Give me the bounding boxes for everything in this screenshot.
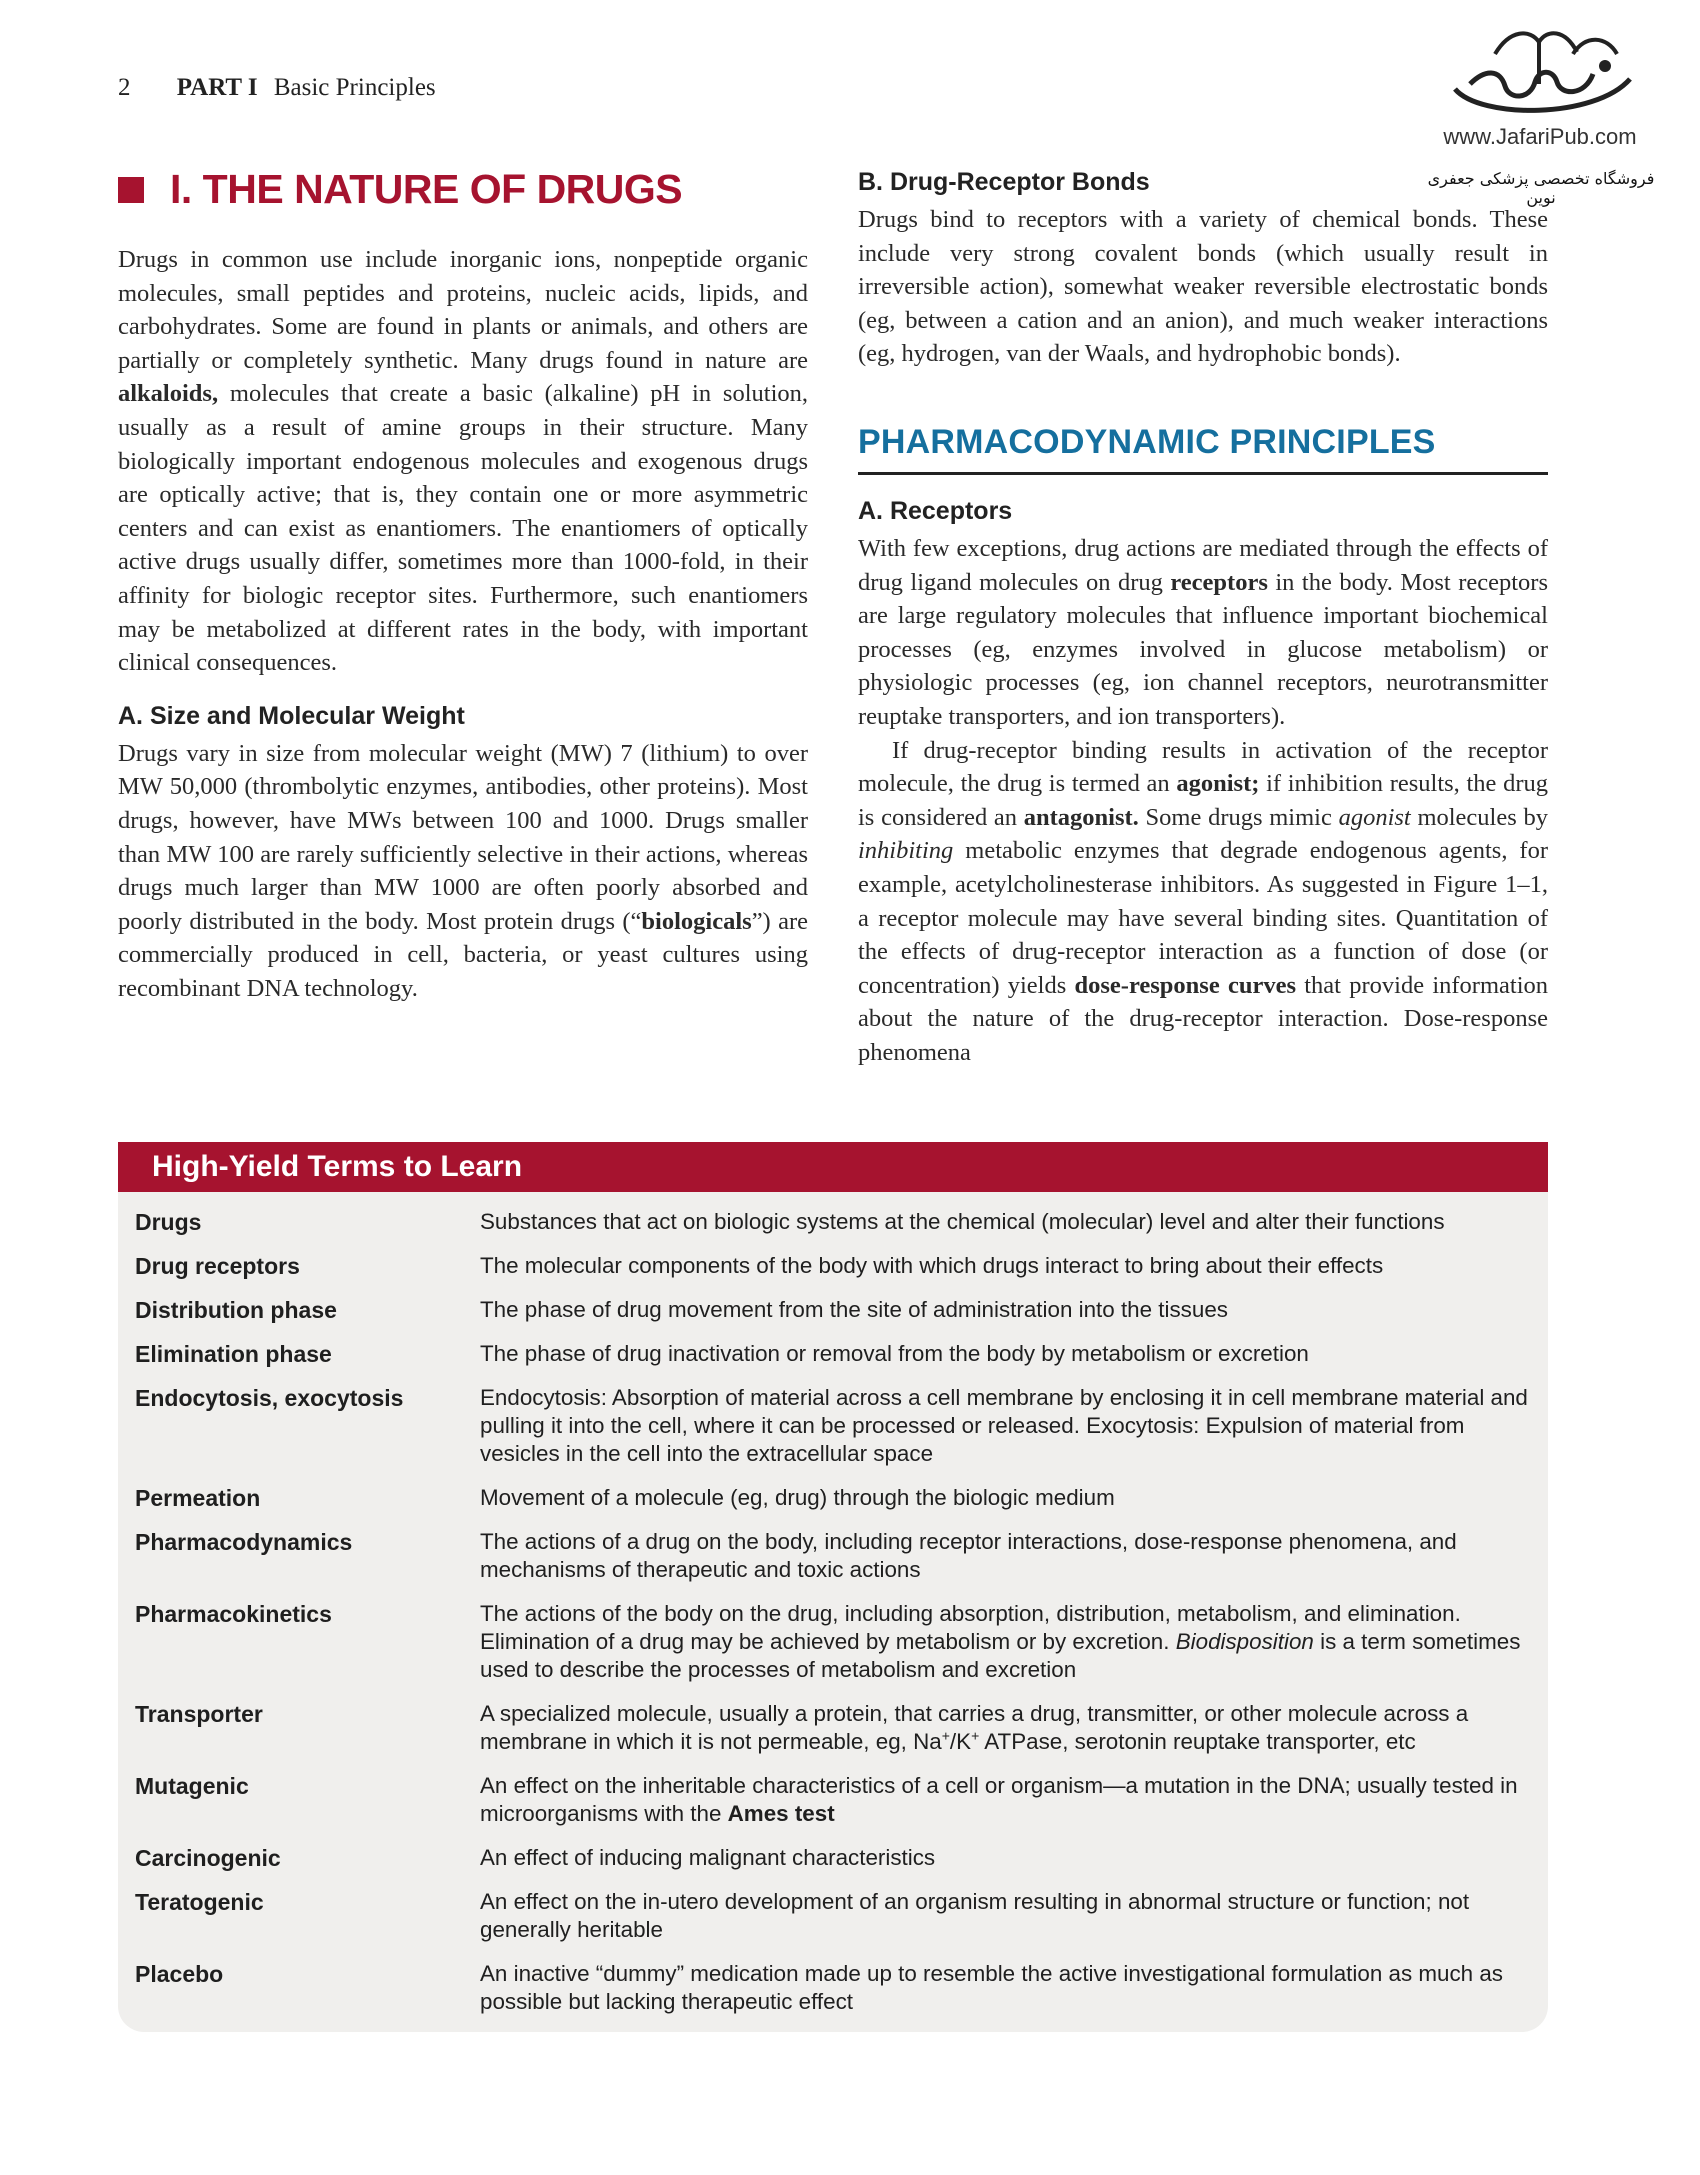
- term: Mutagenic: [135, 1773, 249, 1799]
- part-title: Basic Principles: [273, 74, 436, 101]
- definition: Movement of a molecule (eg, drug) through the biologic medium: [480, 1485, 1115, 1510]
- biologicals-term: biologicals: [641, 907, 752, 935]
- heading-text: I. THE NATURE OF DRUGS: [170, 166, 683, 212]
- logo-store-name: فروشگاه تخصصی پزشکی جعفری نوین: [1427, 169, 1655, 207]
- term-row: [135, 1600, 1536, 1684]
- term: Pharmacokinetics: [135, 1601, 332, 1627]
- right-column: [858, 160, 1548, 1069]
- term-row: [135, 1528, 1536, 1584]
- left-column: [118, 160, 808, 1005]
- alkaloids-term: alkaloids,: [118, 380, 219, 408]
- definition: The actions of a drug on the body, including receptor interactions, dose-response phenomena, and mechanisms of therapeutic and toxic actions: [480, 1529, 1457, 1582]
- receptors-heading: A. Receptors: [858, 496, 1013, 525]
- bonds-heading: B. Drug-Receptor Bonds: [858, 168, 1150, 196]
- logo-url: www.JafariPub.com: [1443, 124, 1637, 149]
- term-row: [135, 1252, 1536, 1280]
- dose-response-term: dose-response curves: [1074, 971, 1296, 999]
- definition: An inactive “dummy” medication made up to resemble the active investigational formulation as much as possible but lacking therapeutic effect: [480, 1961, 1503, 2014]
- nature-of-drugs-heading: [118, 166, 808, 213]
- definition: A specialized molecule, usually a protein, that carries a drug, transmitter, or other molecule across a membrane in which it is not permeable, eg, Na+/K+ ATPase, serotonin reuptake transporter, etc: [480, 1701, 1469, 1754]
- term-row: [135, 1700, 1536, 1756]
- term: Distribution phase: [135, 1297, 337, 1323]
- term: Drug receptors: [135, 1253, 300, 1279]
- intro-paragraph: Drugs in common use include inorganic ions, nonpeptide organic molecules, small peptides and proteins, nucleic acids, lipids, and carbohydrates. Some are found in plants or animals, and others are partially or completely synthetic. Many drugs found in nature are alkaloids, molecules that create a basic (alkaline) pH in solution, usually as a result of amine groups in their structure. Many biologically important endogenous molecules and exogenous drugs are optically active; that is, they contain one or more asymmetric centers and can exist as enantiomers. The enantiomers of optically active drugs usually differ, sometimes more than 1000-fold, in their affinity for biologic receptor sites. Furthermore, such enantiomers may be metabolized at different rates in the body, with important clinical consequences.: [118, 246, 808, 677]
- receptors-term: receptors: [1170, 568, 1268, 596]
- term-row: [135, 1888, 1536, 1944]
- definition: The phase of drug movement from the site of administration into the tissues: [480, 1297, 1228, 1322]
- part-label: PART I: [176, 74, 258, 101]
- term-row: [135, 1340, 1536, 1368]
- high-yield-title: High-Yield Terms to Learn: [118, 1142, 1548, 1192]
- definition: An effect on the inheritable characteristics of a cell or organism—a mutation in the DNA; usually tested in microorganisms with the Ames test: [480, 1773, 1518, 1826]
- definition: The actions of the body on the drug, including absorption, distribution, metabolism, and elimination. Elimination of a drug may be achieved by metabolism or by excretion. Biodisposition is a term sometimes used to describe the processes of metabolism and excretion: [480, 1601, 1521, 1682]
- receptors-paragraph-1: With few exceptions, drug actions are mediated through the effects of drug ligand molecules on drug receptors in the body. Most receptors are large regulatory molecules that influence important biochemical processes (eg, enzymes involved in glucose metabolism) or physiologic processes (eg, ion channel receptors, neurotransmitter reuptake transporters, and ion transporters).: [858, 534, 1548, 730]
- term: Placebo: [135, 1961, 224, 1987]
- term-row: [135, 1208, 1536, 1236]
- term: Teratogenic: [135, 1889, 264, 1915]
- bonds-paragraph: Drugs bind to receptors with a variety of chemical bonds. These include very strong covalent bonds (which usually result in irreversible action), somewhat weaker reversible electrostatic bonds (eg, between a cation and an anion), and much weaker interactions (eg, hydrogen, van der Waals, and hydrophobic bonds).: [858, 206, 1548, 368]
- size-paragraph: Drugs vary in size from molecular weight (MW) 7 (lithium) to over MW 50,000 (thrombolytic enzymes, antibodies, other proteins). Most drugs, however, have MWs between 100 and 1000. Drugs smaller than MW 100 are rarely sufficiently selective in their actions, whereas drugs much larger than MW 1000 are often poorly absorbed and poorly distributed in the body. Most protein drugs (“biologicals”) are commercially produced in cell, bacteria, or yeast cultures using recombinant DNA technology.: [118, 739, 808, 1002]
- term-row: [135, 1960, 1536, 2016]
- definition: The molecular components of the body with which drugs interact to bring about their effects: [480, 1253, 1384, 1278]
- term-row: [135, 1296, 1536, 1324]
- term: Transporter: [135, 1701, 263, 1727]
- term: Endocytosis, exocytosis: [135, 1385, 404, 1411]
- term: Elimination phase: [135, 1341, 332, 1367]
- definition: Endocytosis: Absorption of material across a cell membrane by enclosing it in cell membrane material and pulling it into the cell, where it can be processed or released. Exocytosis: Expulsion of material from vesicles in the cell into the extracellular space: [480, 1385, 1528, 1466]
- definition: An effect of inducing malignant characteristics: [480, 1845, 936, 1870]
- term: Carcinogenic: [135, 1845, 281, 1871]
- definition: The phase of drug inactivation or removal from the body by metabolism or excretion: [480, 1341, 1309, 1366]
- term-row: [135, 1484, 1536, 1512]
- pharmacodynamic-heading: [858, 423, 1548, 475]
- heading-square-icon: [118, 177, 144, 203]
- antagonist-term: antagonist.: [1023, 803, 1139, 831]
- term: Permeation: [135, 1485, 261, 1511]
- jafari-logo-icon: [1435, 24, 1645, 124]
- definition: Substances that act on biologic systems at the chemical (molecular) level and alter their functions: [480, 1209, 1445, 1234]
- agonist-term: agonist;: [1176, 770, 1260, 798]
- pharmacodynamic-heading-text: PHARMACODYNAMIC PRINCIPLES: [858, 422, 1436, 461]
- definition: An effect on the in-utero development of an organism resulting in abnormal structure or function; not generally heritable: [480, 1889, 1470, 1942]
- high-yield-terms-box: [118, 1142, 1548, 2032]
- term: Pharmacodynamics: [135, 1529, 353, 1555]
- high-yield-list: [118, 1192, 1548, 2032]
- term: Drugs: [135, 1209, 202, 1235]
- page-number: 2: [118, 74, 131, 101]
- running-head: [118, 74, 436, 102]
- term-row: [135, 1384, 1536, 1468]
- term-row: [135, 1844, 1536, 1872]
- term-row: [135, 1772, 1536, 1828]
- receptors-paragraph-2: If drug-receptor binding results in activation of the receptor molecule, the drug is termed an agonist; if inhibition results, the drug is considered an antagonist. Some drugs mimic agonist molecules by inhibiting metabolic enzymes that degrade endogenous agents, for example, acetylcholinesterase inhibitors. As suggested in Figure 1–1, a receptor molecule may have several binding sites. Quantitation of the effects of drug-receptor interaction as a function of dose (or concentration) yields dose-response curves that provide information about the nature of the drug-receptor interaction. Dose-response phenomena: [858, 736, 1549, 1066]
- size-heading: A. Size and Molecular Weight: [118, 701, 465, 730]
